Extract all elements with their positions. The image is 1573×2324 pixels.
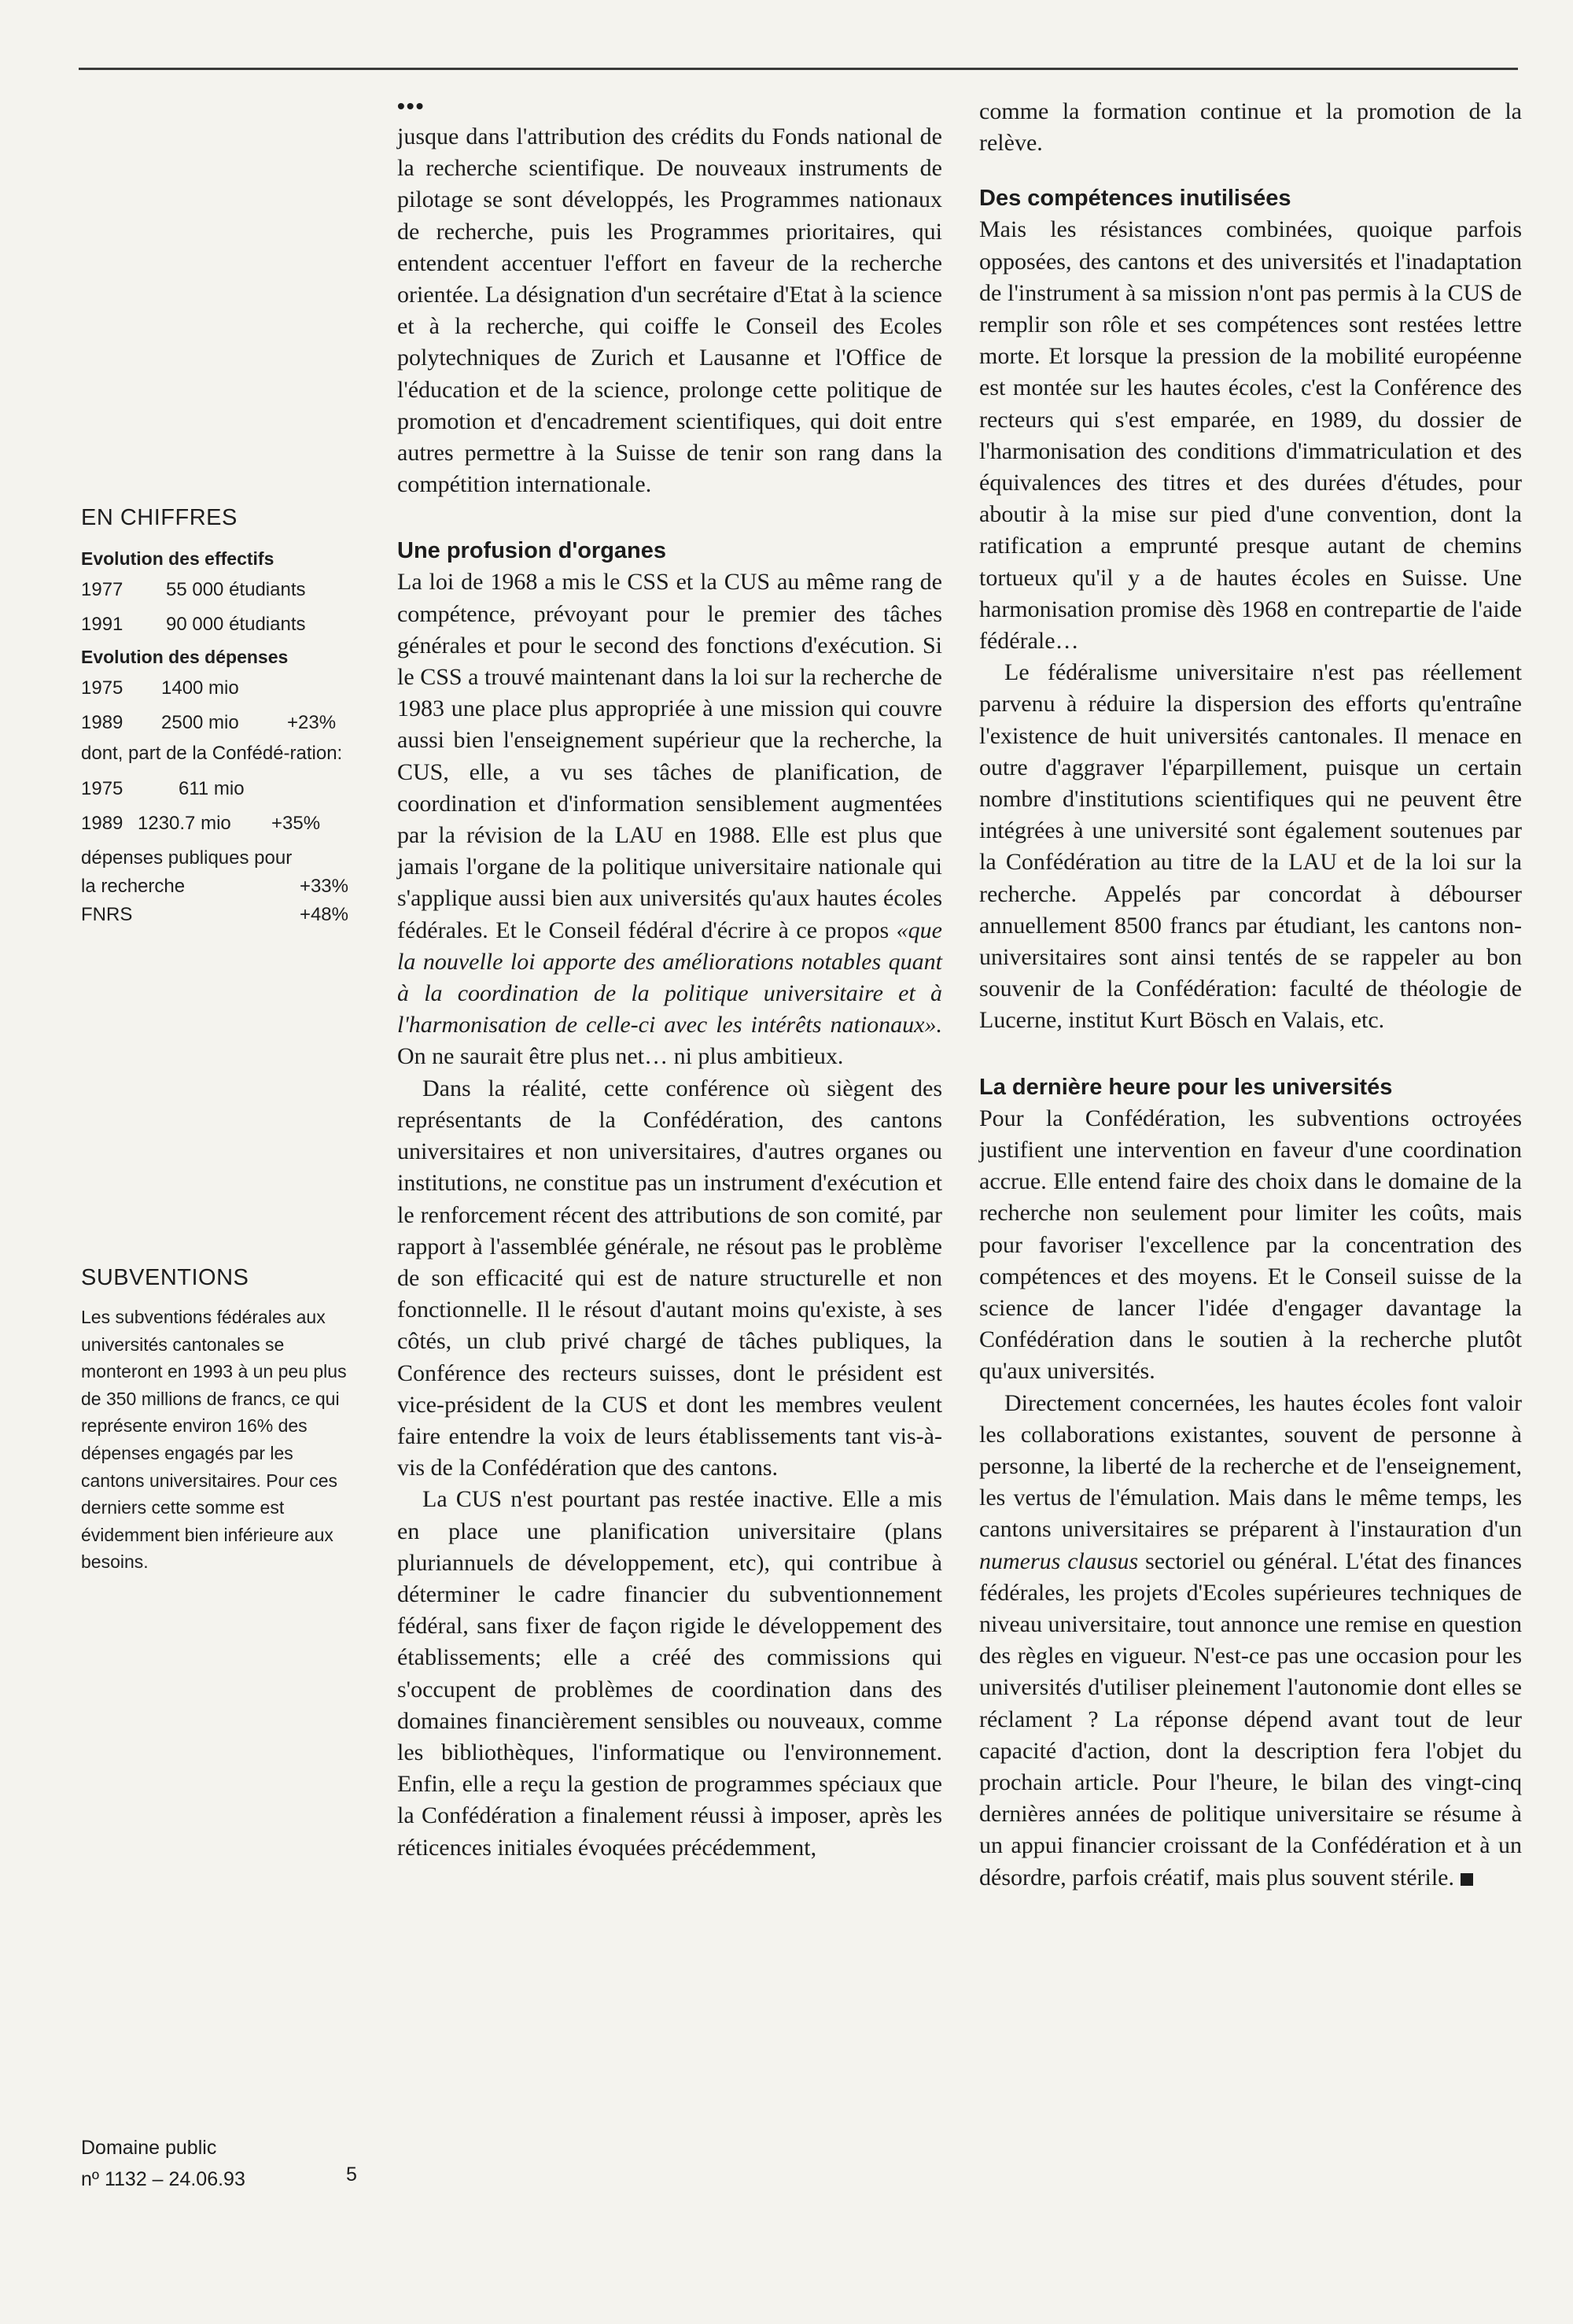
effectifs-year: 1977 xyxy=(81,579,123,600)
conf-pct: +35% xyxy=(271,813,321,834)
paragraph: Dans la réalité, cette conférence où siègent des représentants de la Confédération, des cantons universitaires et non universitaires, d'autres organes ou institutions, ne constitue pas un instrument d'exécution et le renforcement récent des attributions de son comité, par rapport à l'assemblée générale, ne résout pas le problème de son efficacité qui est de nature structurelle et non fonctionnelle. Il le résout d'autant moins qu'existe, à ses côtés, un club privé chargé de tâches publiques, la Conférence des recteurs suisses, dont le président est vice-président de la CUS et dont les membres veulent faire entendre la voix de leurs établissements tant vis-à-vis de la Confédération que des cantons. xyxy=(397,1075,942,1481)
paragraph: jusque dans l'attribution des crédits du Fonds national de la recherche scientifique. De nouveaux instruments de pilotage se sont développés, les Programmes nationaux de recherche, puis les Programmes prioritaires, qui entendent accentuer l'effort en faveur de la recherche orientée. La désignation d'un secrétaire d'Etat à la science et à la recherche, qui coiffe le Conseil des Ecoles polytechniques de Zurich et Lausanne et l'Office de l'éducation et de la science, prolonge cette politique de promotion et d'encadrement scientifiques, qui doit entre autres permettre à la Suisse de tenir son rang dans la compétition internationale. xyxy=(397,124,942,498)
paragraph-text: Directement concernées, les hautes écoles font valoir les collaborations existantes, souvent de personne à personne, la liberté de la recherche et de l'enseignement, les vertus de l'émulation. Mais dans le même temps, les cantons universitaires se préparent à l'instauration d'un xyxy=(979,1389,1522,1543)
depenses-value: 1400 mio xyxy=(161,677,239,699)
conf-year: 1989 xyxy=(81,813,123,834)
depenses-pct: +23% xyxy=(287,712,337,733)
article-column-2 xyxy=(979,96,1522,1894)
paragraph xyxy=(397,566,942,1072)
en-chiffres-box xyxy=(81,505,364,929)
pub-row-label: la recherche xyxy=(81,876,186,897)
pub-row-pct: +48% xyxy=(299,904,348,925)
end-of-article-mark xyxy=(1461,1873,1473,1886)
effectifs-row xyxy=(81,607,364,642)
depenses-year: 1989 xyxy=(81,712,123,733)
conf-value: 1230.7 mio xyxy=(138,813,231,834)
paragraph: Mais les résistances combinées, quoique parfois opposées, des cantons et des universités et l'inadaptation de l'instrument à sa mission n'ont pas permis à la CUS de remplir son rôle et ses compétences sont restées lettre morte. Et lorsque la pression de la mobilité européenne est montée sur les hautes écoles, c'est la Conférence des recteurs qui s'est emparée, en 1989, du dossier de l'harmonisation des conditions d'immatriculation et des équivalences des titres et des durées d'études, pour aboutir à la mise sur pied d'une convention, dont la ratification a emprunté presque autant de chemins tortueux qu'il y a de hautes écoles en Suisse. Une harmonisation promise dès 1968 en contrepartie de l'aide fédérale… xyxy=(979,216,1522,655)
section-heading: Des compétences inutilisées xyxy=(979,186,1291,212)
effectifs-value: 90 000 étudiants xyxy=(166,614,306,635)
subventions-box xyxy=(81,1265,356,1576)
depenses-row xyxy=(81,671,364,706)
effectifs-year: 1991 xyxy=(81,614,123,635)
top-rule xyxy=(79,68,1518,70)
pub-row xyxy=(81,872,348,901)
subventions-title: SUBVENTIONS xyxy=(81,1265,249,1290)
conf-row xyxy=(81,806,364,841)
page-footer xyxy=(81,2132,245,2195)
pub-row-pct: +33% xyxy=(299,876,348,897)
depenses-value: 2500 mio xyxy=(161,712,239,733)
quote-text: «que la nouvelle loi apporte des améliorations notables quant à la coordination de la politique universitaire et à l'harmonisation de celle-ci avec les intérêts nationaux». xyxy=(397,917,942,1038)
depenses-title: Evolution des dépenses xyxy=(81,647,289,667)
paragraph-text: La loi de 1968 a mis le CSS et la CUS au même rang de compétence, prévoyant pour le premier des tâches générales et pour le second des fonctions d'exécution. Si le CSS a trouvé maintenant dans la loi sur la recherche de 1983 une place plus appropriée à une mission qui couvre aussi bien l'enseignement supérieur que la recherche, la CUS, elle, a vu ses tâches de planification, de coordination et d'information sensiblement augmentées par la révision de la LAU en 1988. Elle est plus que jamais l'organe de la politique universitaire nationale qui s'applique aussi bien aux universités qu'aux hautes écoles fédérales. Et le Conseil fédéral d'écrire à ce propos xyxy=(397,569,942,943)
pub-row-label: FNRS xyxy=(81,904,133,925)
effectifs-row xyxy=(81,573,364,607)
conf-value: 611 mio xyxy=(179,778,245,799)
conf-year: 1975 xyxy=(81,778,123,799)
depenses-row xyxy=(81,706,364,740)
pub-row xyxy=(81,901,348,929)
subventions-text: Les subventions fédérales aux universités cantonales se monteront en 1993 à un peu plus de 350 millions de francs, ce qui représente environ 16% des dépenses engagés par les cantons universitaires. Pour ces derniers cette somme est évidemment bien inférieure aux besoins. xyxy=(81,1307,347,1573)
paragraph: Pour la Confédération, les subventions octroyées justifient une intervention en faveur d'une coordination accrue. Elle entend faire des choix dans le domaine de la recherche non seulement pour limiter les coûts, mais pour favoriser l'excellence par la concentration des compétences et des moyens. Et le Conseil suisse de la science de lancer l'idée d'engager davantage la Confédération dans le soutien à la recherche plutôt qu'aux universités. xyxy=(979,1105,1522,1385)
effectifs-title: Evolution des effectifs xyxy=(81,548,274,569)
paragraph-text: On ne saurait être plus net… ni plus ambitieux. xyxy=(397,1043,844,1070)
emphasis-text: numerus clausus xyxy=(979,1547,1139,1574)
issue-info: nº 1132 – 24.06.93 xyxy=(81,2168,245,2190)
section-heading: La dernière heure pour les universités xyxy=(979,1074,1393,1100)
page-number: 5 xyxy=(346,2164,357,2186)
conf-label: dont, part de la Confédé-ration: xyxy=(81,743,343,764)
publication-name: Domaine public xyxy=(81,2137,217,2159)
continuation-mark: ••• xyxy=(397,94,425,118)
effectifs-value: 55 000 étudiants xyxy=(166,579,306,600)
paragraph xyxy=(979,1388,1522,1894)
article-column-1 xyxy=(397,94,942,1864)
en-chiffres-title: EN CHIFFRES xyxy=(81,505,238,530)
conf-row xyxy=(81,772,364,806)
paragraph: La CUS n'est pourtant pas restée inactive. Elle a mis en place une planification universitaire (plans pluriannuels de développement, etc), qui contribue à déterminer le cadre financier du subventionnement fédéral, sans fixer de façon rigide le développement des établissements; elle a créé des commissions qui s'occupent de problèmes de coordination dans des domaines financièrement sensibles ou nouveaux, comme les bibliothèques, l'informatique ou l'environnement. Enfin, elle a reçu la gestion de programmes spéciaux que la Confédération a finalement réussi à imposer, après les réticences initiales évoquées précédemment, xyxy=(397,1486,942,1861)
section-heading: Une profusion d'organes xyxy=(397,538,667,564)
depenses-year: 1975 xyxy=(81,677,123,699)
paragraph-text: sectoriel ou général. L'état des finances fédérales, les projets d'Ecoles supérieures techniques de niveau universitaire, tout annonce une remise en question des règles en vigueur. N'est-ce pas une occasion pour les universités d'utiliser pleinement l'autonomie dont elles se réclament ? La réponse dépend avant tout de leur capacité d'action, dont la description fera l'objet du prochain article. Pour l'heure, le bilan des vingt-cinq dernières années de politique universitaire se résume à un appui financier croissant de la Confédération et à un désordre, parfois créatif, mais plus souvent stérile. xyxy=(979,1547,1522,1891)
pub-label: dépenses publiques pour xyxy=(81,847,293,869)
paragraph: comme la formation continue et la promotion de la relève. xyxy=(979,98,1522,157)
paragraph: Le fédéralisme universitaire n'est pas réellement parvenu à réduire la dispersion des efforts qu'entraîne l'existence de huit universités cantonales. Il menace en outre d'aggraver l'éparpillement, puisque un certain nombre d'institutions scientifiques qui ne peuvent être intégrées à une université sont également soutenues par la Confédération au titre de la LAU et de la loi sur la recherche. Appelés par concordat à débourser annuellement 8500 francs par étudiant, les cantons non-universitaires sont ainsi tentés de se rappeler au bon souvenir de la Confédération: faculté de théologie de Lucerne, institut Kurt Bösch en Valais, etc. xyxy=(979,659,1522,1034)
